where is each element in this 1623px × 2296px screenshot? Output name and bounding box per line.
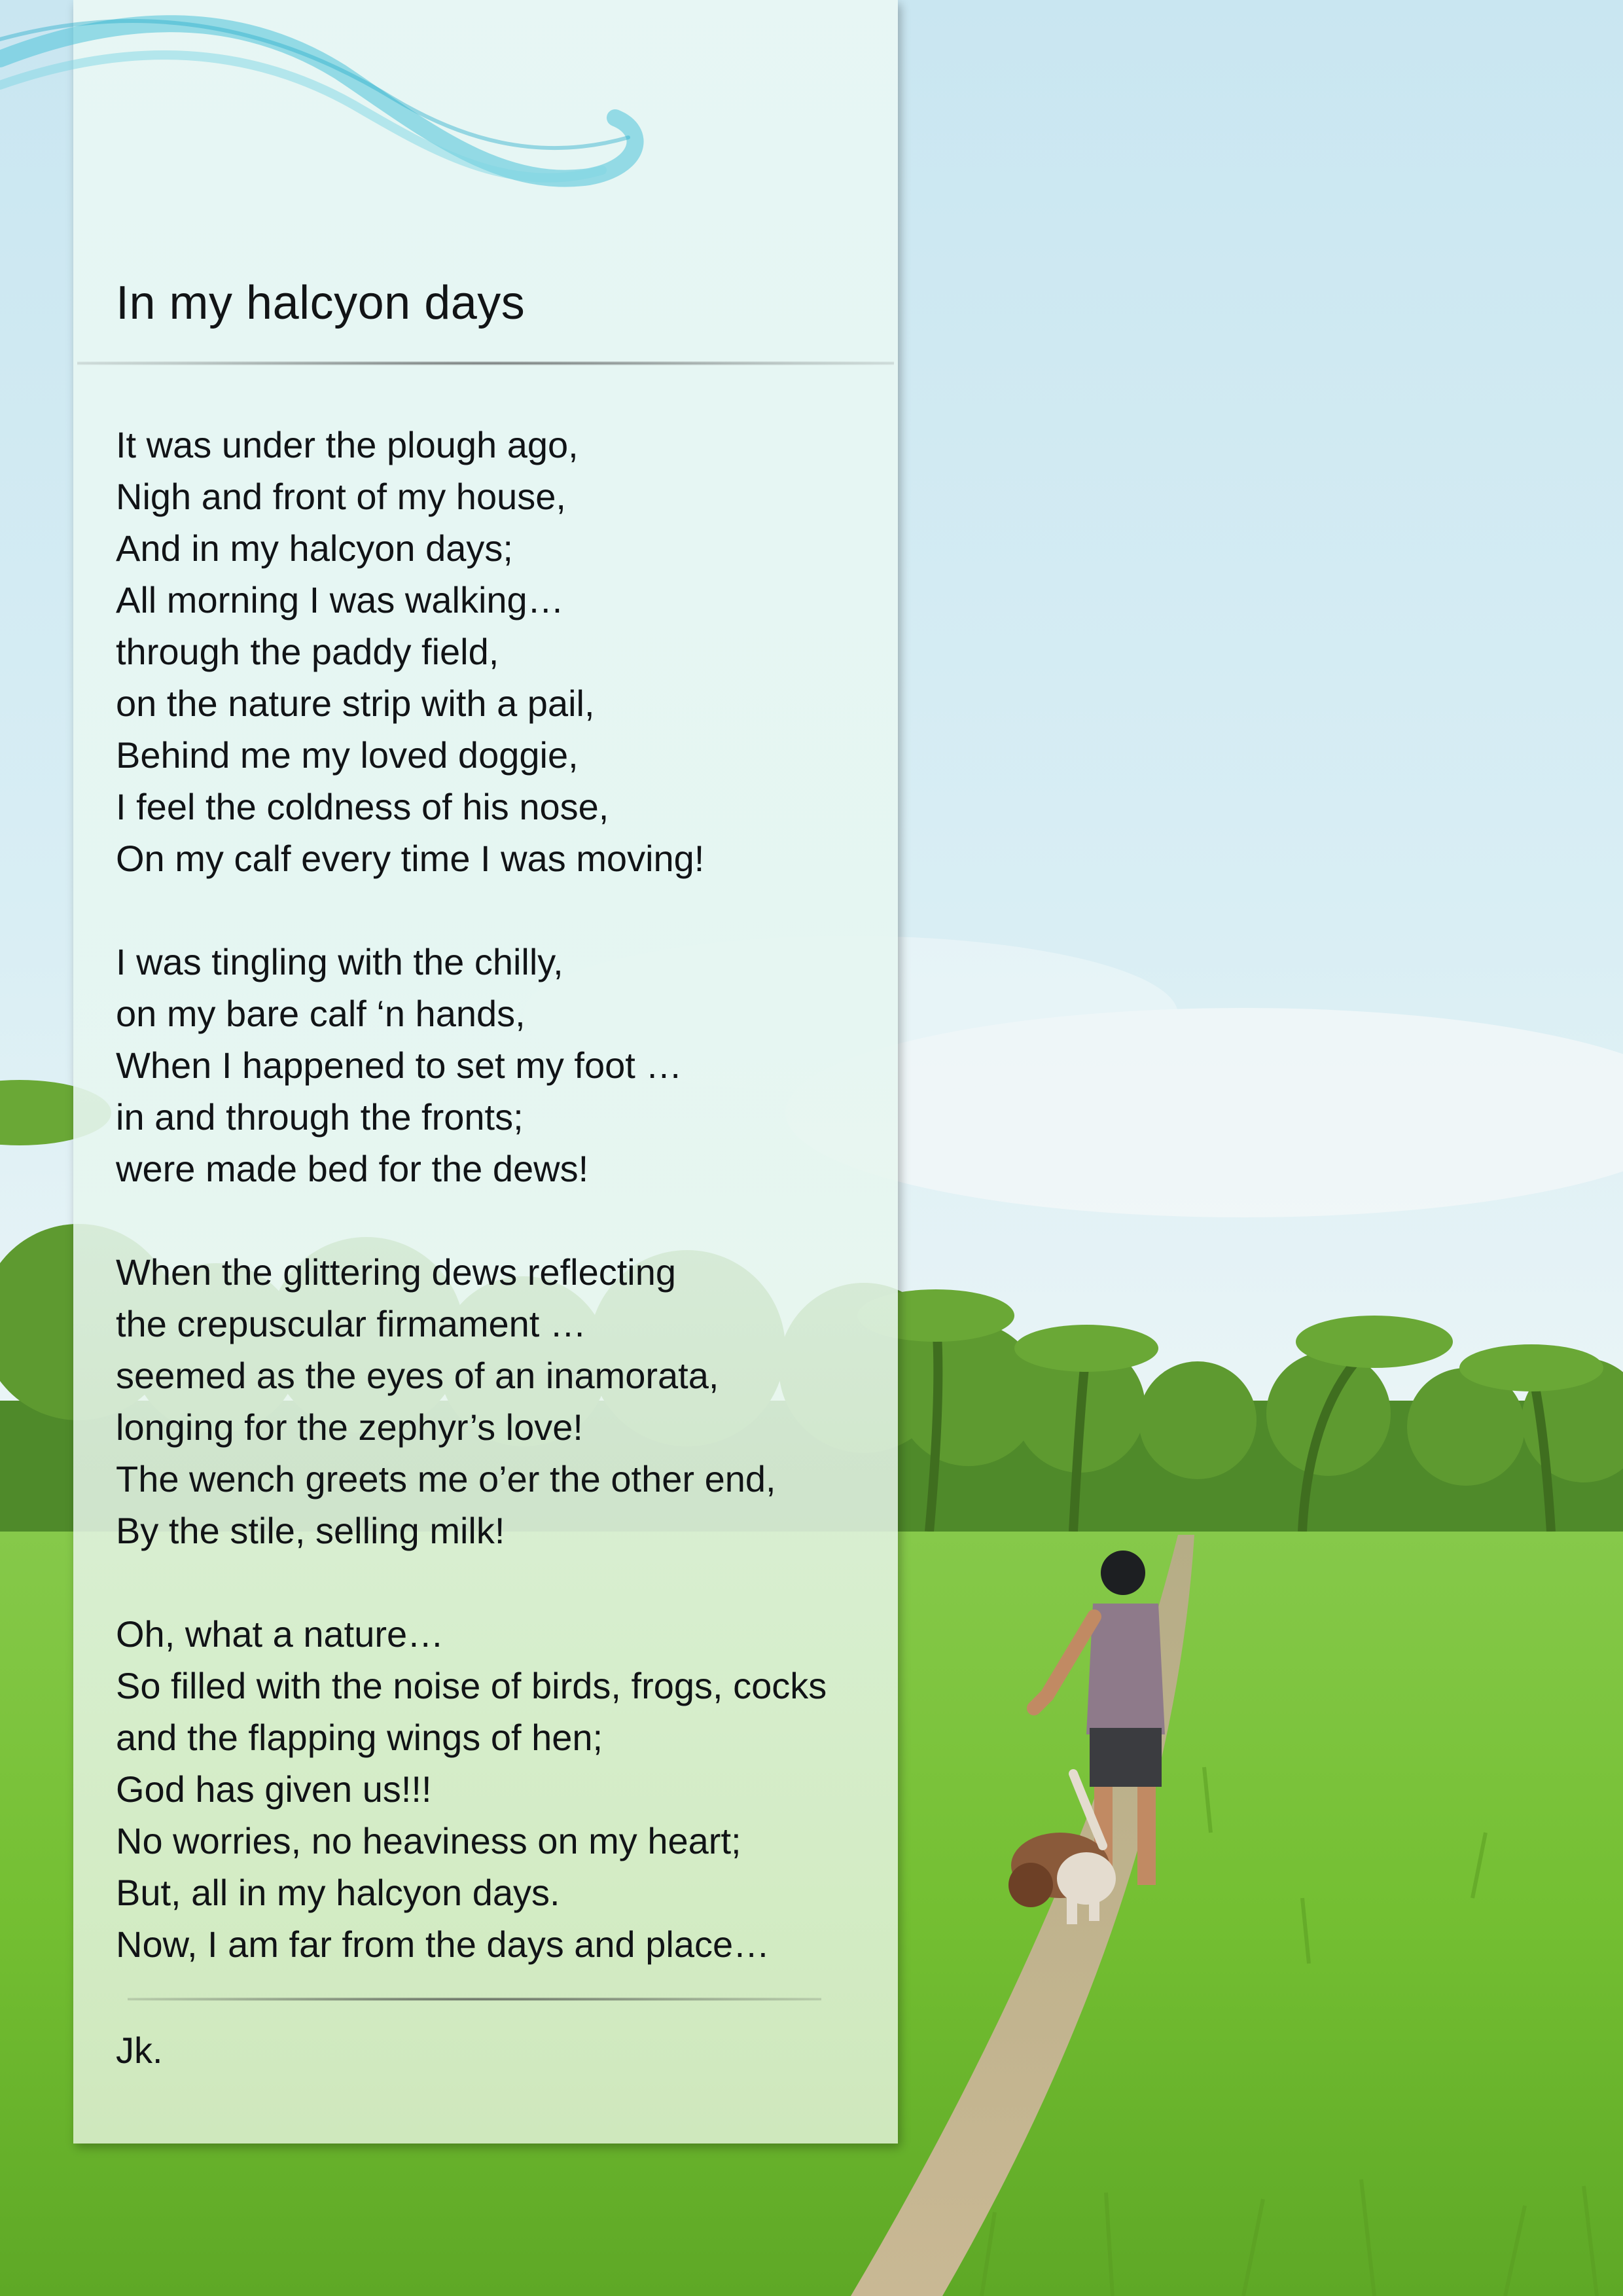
poem-body [116,419,888,2022]
poem-line: All morning I was walking… [116,579,564,620]
poem-line: Nigh and front of my house, [116,476,566,517]
poem-line: and the flapping wings of hen; [116,1717,603,1758]
poem-line: I feel the coldness of his nose, [116,786,609,827]
poem-line: longing for the zephyr’s love! [116,1407,583,1448]
stanza-1 [116,419,888,884]
poem-line: Behind me my loved doggie, [116,734,579,776]
stanza-4 [116,1608,888,1970]
poem-line: the crepuscular firmament … [116,1303,586,1344]
poem-line: But, all in my halcyon days. [116,1872,560,1913]
poem-line: By the stile, selling milk! [116,1510,505,1551]
poem-line: I was tingling with the chilly, [116,941,563,982]
poem-title: In my halcyon days [116,277,526,329]
poem-line: So filled with the noise of birds, frogs, cocks [116,1665,827,1706]
title-divider [77,361,894,365]
swirl-decoration [0,0,654,216]
poem-line: on my bare calf ‘n hands, [116,993,526,1034]
poem-line: through the paddy field, [116,631,499,672]
poem-line: on the nature strip with a pail, [116,683,595,724]
poem-line: Now, I am far from the days and place… [116,1924,770,1965]
poem-line: in and through the fronts; [116,1096,524,1138]
poem-line: And in my halcyon days; [116,528,513,569]
poem-line: It was under the plough ago, [116,424,579,465]
author-signature: Jk. [116,2030,163,2071]
poem-line: were made bed for the dews! [116,1148,589,1189]
poem-line: When I happened to set my foot … [116,1045,683,1086]
poem-line: The wench greets me o’er the other end, [116,1458,776,1499]
poem-line: God has given us!!! [116,1768,432,1810]
stanza-3 [116,1246,888,1556]
poem-line: Oh, what a nature… [116,1613,444,1655]
signature-divider [128,1998,821,2001]
poem-line: No worries, no heaviness on my heart; [116,1820,741,1861]
poem-line: seemed as the eyes of an inamorata, [116,1355,719,1396]
poem-line: When the glittering dews reflecting [116,1251,676,1293]
poem-line: On my calf every time I was moving! [116,838,705,879]
stanza-2 [116,936,888,1194]
